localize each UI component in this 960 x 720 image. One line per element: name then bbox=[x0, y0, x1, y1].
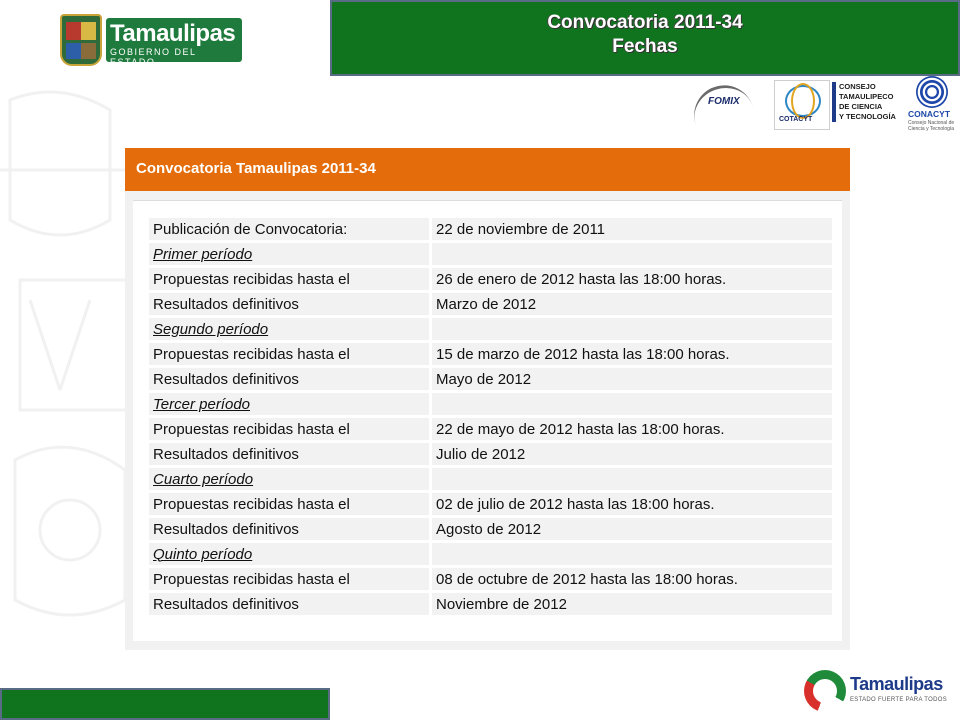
row-value: 22 de mayo de 2012 hasta las 18:00 horas. bbox=[429, 418, 832, 440]
footer-bar bbox=[0, 688, 330, 720]
table-row bbox=[149, 518, 832, 540]
footer-slogan: ESTADO FUERTE PARA TODOS bbox=[850, 697, 947, 703]
brand-name: Tamaulipas bbox=[110, 20, 236, 47]
page-subtitle: Fechas bbox=[612, 36, 678, 57]
table-row bbox=[149, 593, 832, 615]
sponsor-logos bbox=[686, 76, 960, 134]
brand-subtitle: GOBIERNO DEL ESTADO bbox=[110, 47, 197, 67]
panel-header bbox=[125, 148, 850, 191]
conacyt-disc-icon bbox=[916, 76, 948, 108]
row-value: Mayo de 2012 bbox=[429, 368, 832, 390]
row-label: Propuestas recibidas hasta el bbox=[149, 268, 429, 290]
panel-body bbox=[133, 200, 842, 641]
table-row bbox=[149, 268, 832, 290]
cotacyt-logo: COTACYT bbox=[774, 80, 830, 130]
period-heading: Primer período bbox=[149, 243, 429, 265]
period-heading: Segundo período bbox=[149, 318, 429, 340]
swirl-icon bbox=[804, 670, 846, 712]
row-label: Resultados definitivos bbox=[149, 443, 429, 465]
row-label: Propuestas recibidas hasta el bbox=[149, 418, 429, 440]
table-row bbox=[149, 568, 832, 590]
period-heading-row bbox=[149, 543, 832, 565]
dates-panel bbox=[125, 148, 850, 650]
row-label: Resultados definitivos bbox=[149, 293, 429, 315]
page-title: Convocatoria 2011-34 bbox=[547, 12, 743, 33]
footer-brand-name: Tamaulipas bbox=[850, 674, 943, 694]
row-value: 08 de octubre de 2012 hasta las 18:00 horas. bbox=[429, 568, 832, 590]
row-value: Julio de 2012 bbox=[429, 443, 832, 465]
row-value bbox=[429, 393, 832, 415]
consejo-logo-text: CONSEJO TAMAULIPECO DE CIENCIA Y TECNOLOGÍA bbox=[832, 82, 905, 122]
period-heading-row bbox=[149, 243, 832, 265]
period-heading-row bbox=[149, 318, 832, 340]
row-label: Propuestas recibidas hasta el bbox=[149, 493, 429, 515]
row-label: Resultados definitivos bbox=[149, 368, 429, 390]
row-label: Propuestas recibidas hasta el bbox=[149, 568, 429, 590]
table-row bbox=[149, 493, 832, 515]
title-box bbox=[330, 0, 960, 76]
fomix-logo: FOMIX bbox=[690, 82, 762, 126]
table-row bbox=[149, 443, 832, 465]
conacyt-logo: CONACYT Consejo Nacional de Ciencia y Tecnología bbox=[908, 76, 958, 132]
table-row bbox=[149, 293, 832, 315]
row-value: Marzo de 2012 bbox=[429, 293, 832, 315]
period-heading-row bbox=[149, 468, 832, 490]
row-label: Resultados definitivos bbox=[149, 518, 429, 540]
header-brand-logo bbox=[60, 14, 242, 66]
row-label: Publicación de Convocatoria: bbox=[149, 218, 429, 240]
row-label: Resultados definitivos bbox=[149, 593, 429, 615]
table-row bbox=[149, 343, 832, 365]
panel-header-title: Convocatoria Tamaulipas 2011-34 bbox=[136, 160, 376, 177]
row-value: 26 de enero de 2012 hasta las 18:00 horas. bbox=[429, 268, 832, 290]
period-heading: Quinto período bbox=[149, 543, 429, 565]
row-value: 22 de noviembre de 2011 bbox=[429, 218, 832, 240]
footer-brand-logo bbox=[804, 668, 952, 714]
row-value bbox=[429, 543, 832, 565]
table-row bbox=[149, 368, 832, 390]
dates-table bbox=[149, 215, 832, 618]
row-value: 15 de marzo de 2012 hasta las 18:00 horas. bbox=[429, 343, 832, 365]
state-shield-icon bbox=[60, 14, 102, 66]
row-value: Noviembre de 2012 bbox=[429, 593, 832, 615]
row-value: Agosto de 2012 bbox=[429, 518, 832, 540]
row-value bbox=[429, 468, 832, 490]
period-heading: Tercer período bbox=[149, 393, 429, 415]
row-value bbox=[429, 318, 832, 340]
row-value: 02 de julio de 2012 hasta las 18:00 horas. bbox=[429, 493, 832, 515]
period-heading-row bbox=[149, 393, 832, 415]
table-row bbox=[149, 218, 832, 240]
row-label: Propuestas recibidas hasta el bbox=[149, 343, 429, 365]
table-row bbox=[149, 418, 832, 440]
period-heading: Cuarto período bbox=[149, 468, 429, 490]
row-value bbox=[429, 243, 832, 265]
